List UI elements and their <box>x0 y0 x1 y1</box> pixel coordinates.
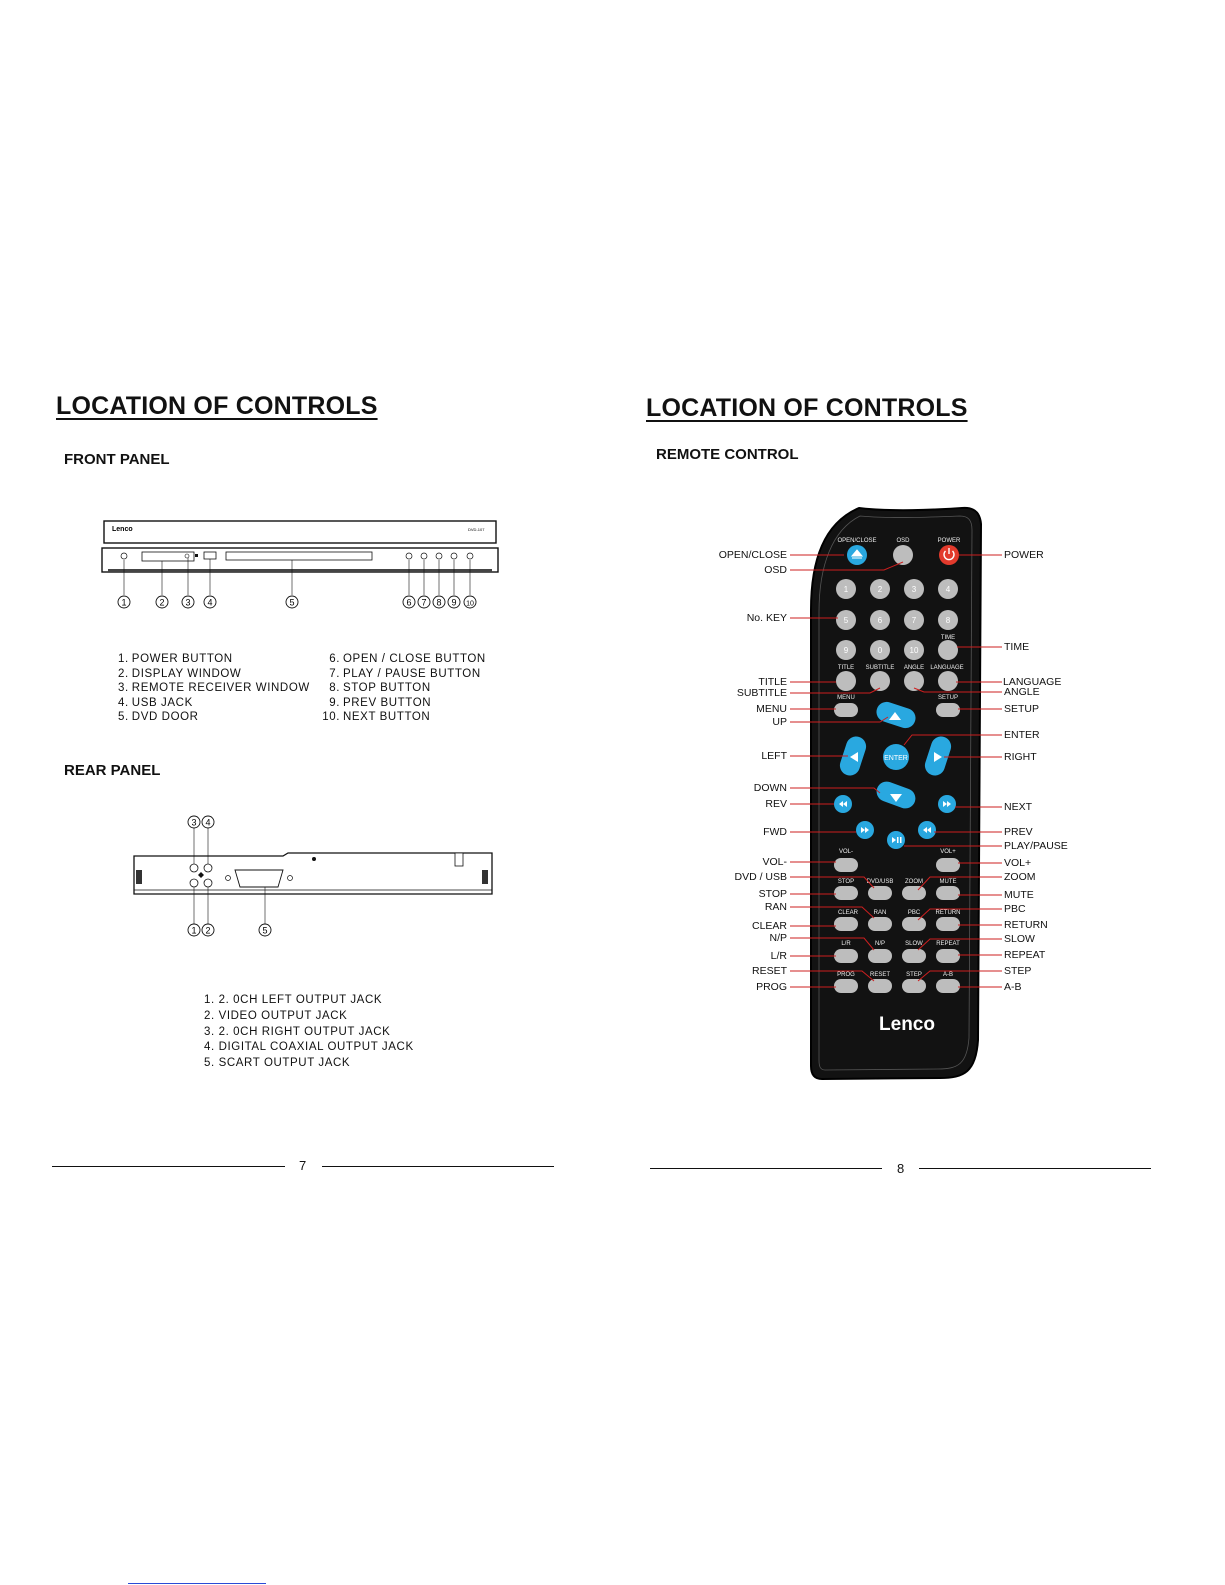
callout-3: 3 <box>191 817 197 828</box>
label-lr: L/R <box>770 950 787 962</box>
manual-page-8 <box>612 0 1224 1585</box>
callout-8: 8 <box>436 597 442 608</box>
device-model: DVD-107 <box>468 527 485 532</box>
page-title: LOCATION OF CONTROLS <box>56 392 378 420</box>
legend-item: 8. STOP BUTTON <box>329 682 431 694</box>
footer-rule <box>650 1168 882 1169</box>
key-caption: STOP <box>837 879 855 885</box>
key-caption: MENU <box>837 695 855 701</box>
callout-1: 1 <box>191 925 197 936</box>
callout-9: 9 <box>451 597 457 608</box>
remote-control-heading: REMOTE CONTROL <box>656 446 799 463</box>
key-caption: SLOW <box>905 941 923 947</box>
label-play-pause: PLAY/PAUSE <box>1004 840 1068 852</box>
number-key: 7 <box>911 616 917 625</box>
key-caption: PBC <box>907 910 921 916</box>
number-key: 9 <box>843 646 849 655</box>
key-caption: RETURN <box>935 910 961 916</box>
label-subtitle: SUBTITLE <box>736 687 787 699</box>
callout-5: 5 <box>262 925 268 936</box>
key-caption: A-B <box>942 972 954 978</box>
number-key: 8 <box>945 616 951 625</box>
key-caption: LANGUAGE <box>930 665 964 671</box>
front-panel-diagram <box>98 515 508 615</box>
legend-item: 2. VIDEO OUTPUT JACK <box>204 1009 348 1022</box>
footer-rule <box>322 1166 554 1167</box>
label-clear: CLEAR <box>751 920 787 932</box>
legend-item: 2. DISPLAY WINDOW <box>118 667 242 680</box>
key-caption: STEP <box>906 972 922 978</box>
rear-panel-heading: REAR PANEL <box>64 762 161 779</box>
device-brand: Lenco <box>112 526 133 533</box>
front-panel-heading: FRONT PANEL <box>64 451 170 468</box>
key-caption: TITLE <box>837 665 855 671</box>
legend-item: 3. REMOTE RECEIVER WINDOW <box>118 682 310 694</box>
label-reset: RESET <box>751 965 787 977</box>
number-key: 3 <box>911 585 917 594</box>
label-osd: OSD <box>764 564 787 576</box>
label-time: TIME <box>1004 641 1030 653</box>
label-up: UP <box>772 716 787 728</box>
label-open-close: OPEN/CLOSE <box>718 549 787 561</box>
label-number-key: No. KEY <box>746 612 787 624</box>
number-key: 5 <box>843 616 849 625</box>
label-dvd-usb: DVD / USB <box>734 871 787 883</box>
legend-item: 9. PREV BUTTON <box>329 696 432 709</box>
key-caption: VOL- <box>838 849 854 855</box>
callout-3: 3 <box>185 597 191 608</box>
label-fwd: FWD <box>763 826 787 838</box>
manual-page-7 <box>0 0 612 1585</box>
number-key: 0 <box>877 646 883 655</box>
label-step: STEP <box>1004 965 1032 977</box>
callout-6: 6 <box>406 597 412 608</box>
key-caption: N/P <box>874 941 886 947</box>
key-caption: RAN <box>873 910 887 916</box>
label-mute: MUTE <box>1004 889 1034 901</box>
callout-2: 2 <box>159 597 165 608</box>
label-rev: REV <box>765 798 787 810</box>
rear-panel-diagram <box>128 812 500 942</box>
legend-item: 5. DVD DOOR <box>118 711 199 723</box>
number-key: 6 <box>877 616 883 625</box>
label-angle: ANGLE <box>1004 686 1040 698</box>
callout-7: 7 <box>421 597 427 608</box>
key-caption: REPEAT <box>936 941 960 947</box>
legend-item: 7. PLAY / PAUSE BUTTON <box>329 667 481 680</box>
label-a-b: A-B <box>1004 981 1022 993</box>
rear-panel-legend <box>204 993 414 1072</box>
key-caption: DVD/USB <box>866 879 894 885</box>
key-caption: SUBTITLE <box>865 665 895 671</box>
label-enter: ENTER <box>1004 729 1040 741</box>
label-menu: MENU <box>756 703 787 715</box>
legend-item: 3. 2. 0CH RIGHT OUTPUT JACK <box>204 1025 391 1038</box>
legend-item: 4. DIGITAL COAXIAL OUTPUT JACK <box>204 1041 414 1054</box>
label-np: N/P <box>769 932 787 944</box>
callout-5: 5 <box>289 597 295 608</box>
legend-item: 1. 2. 0CH LEFT OUTPUT JACK <box>204 994 383 1006</box>
callout-4: 4 <box>205 817 211 828</box>
front-panel-legend-right <box>322 652 486 725</box>
key-caption: SETUP <box>937 695 959 701</box>
label-language: LANGUAGE <box>1003 676 1062 688</box>
label-prev: PREV <box>1004 826 1033 838</box>
label-power: POWER <box>1004 549 1044 561</box>
callout-4: 4 <box>207 597 213 608</box>
label-left: LEFT <box>761 750 787 762</box>
link-underline[interactable] <box>128 1583 266 1584</box>
key-caption: ZOOM <box>905 879 923 885</box>
label-title: TITLE <box>758 676 787 688</box>
label-return: RETURN <box>1004 919 1048 931</box>
legend-item: 10. NEXT BUTTON <box>322 711 431 723</box>
key-caption: OSD <box>896 538 910 544</box>
key-caption: MUTE <box>939 879 957 885</box>
page-number: 7 <box>299 1158 307 1173</box>
number-key: 10 <box>909 646 919 655</box>
label-zoom: ZOOM <box>1004 871 1036 883</box>
label-prog: PROG <box>756 981 787 993</box>
key-caption: PROG <box>837 972 855 978</box>
label-ran: RAN <box>764 901 787 913</box>
callout-2: 2 <box>205 925 211 936</box>
label-stop: STOP <box>758 888 787 900</box>
label-slow: SLOW <box>1004 933 1035 945</box>
label-next: NEXT <box>1004 801 1033 813</box>
label-vol-plus: VOL+ <box>1004 857 1032 869</box>
key-caption: CLEAR <box>837 910 859 916</box>
callout-10: 10 <box>466 600 474 608</box>
footer-rule <box>919 1168 1151 1169</box>
callout-1: 1 <box>121 597 127 608</box>
number-key: 4 <box>945 585 951 594</box>
label-pbc: PBC <box>1004 903 1026 915</box>
legend-item: 4. USB JACK <box>118 696 193 709</box>
number-key: 1 <box>843 585 849 594</box>
page-title: LOCATION OF CONTROLS <box>646 394 968 422</box>
key-caption: OPEN/CLOSE <box>837 538 877 544</box>
legend-item: 5. SCART OUTPUT JACK <box>204 1057 351 1070</box>
key-caption: POWER <box>937 538 961 544</box>
label-right: RIGHT <box>1004 751 1037 763</box>
footer-rule <box>52 1166 285 1167</box>
label-vol-minus: VOL- <box>762 856 787 868</box>
key-caption: ANGLE <box>903 665 925 671</box>
legend-item: 1. POWER BUTTON <box>118 653 233 665</box>
key-caption: VOL+ <box>940 849 956 855</box>
label-setup: SETUP <box>1004 703 1040 715</box>
key-caption: TIME <box>940 635 956 641</box>
front-panel-legend-left <box>118 652 310 725</box>
remote-brand-logo: Lenco <box>879 1014 935 1035</box>
number-key: 2 <box>877 585 883 594</box>
legend-item: 6. OPEN / CLOSE BUTTON <box>329 653 486 665</box>
key-caption: L/R <box>841 941 851 947</box>
enter-key-label: ENTER <box>884 755 908 762</box>
page-number: 8 <box>897 1161 905 1176</box>
label-down: DOWN <box>753 782 787 794</box>
remote-control-diagram <box>612 495 1224 1095</box>
label-repeat: REPEAT <box>1004 949 1046 961</box>
key-caption: RESET <box>869 972 891 978</box>
